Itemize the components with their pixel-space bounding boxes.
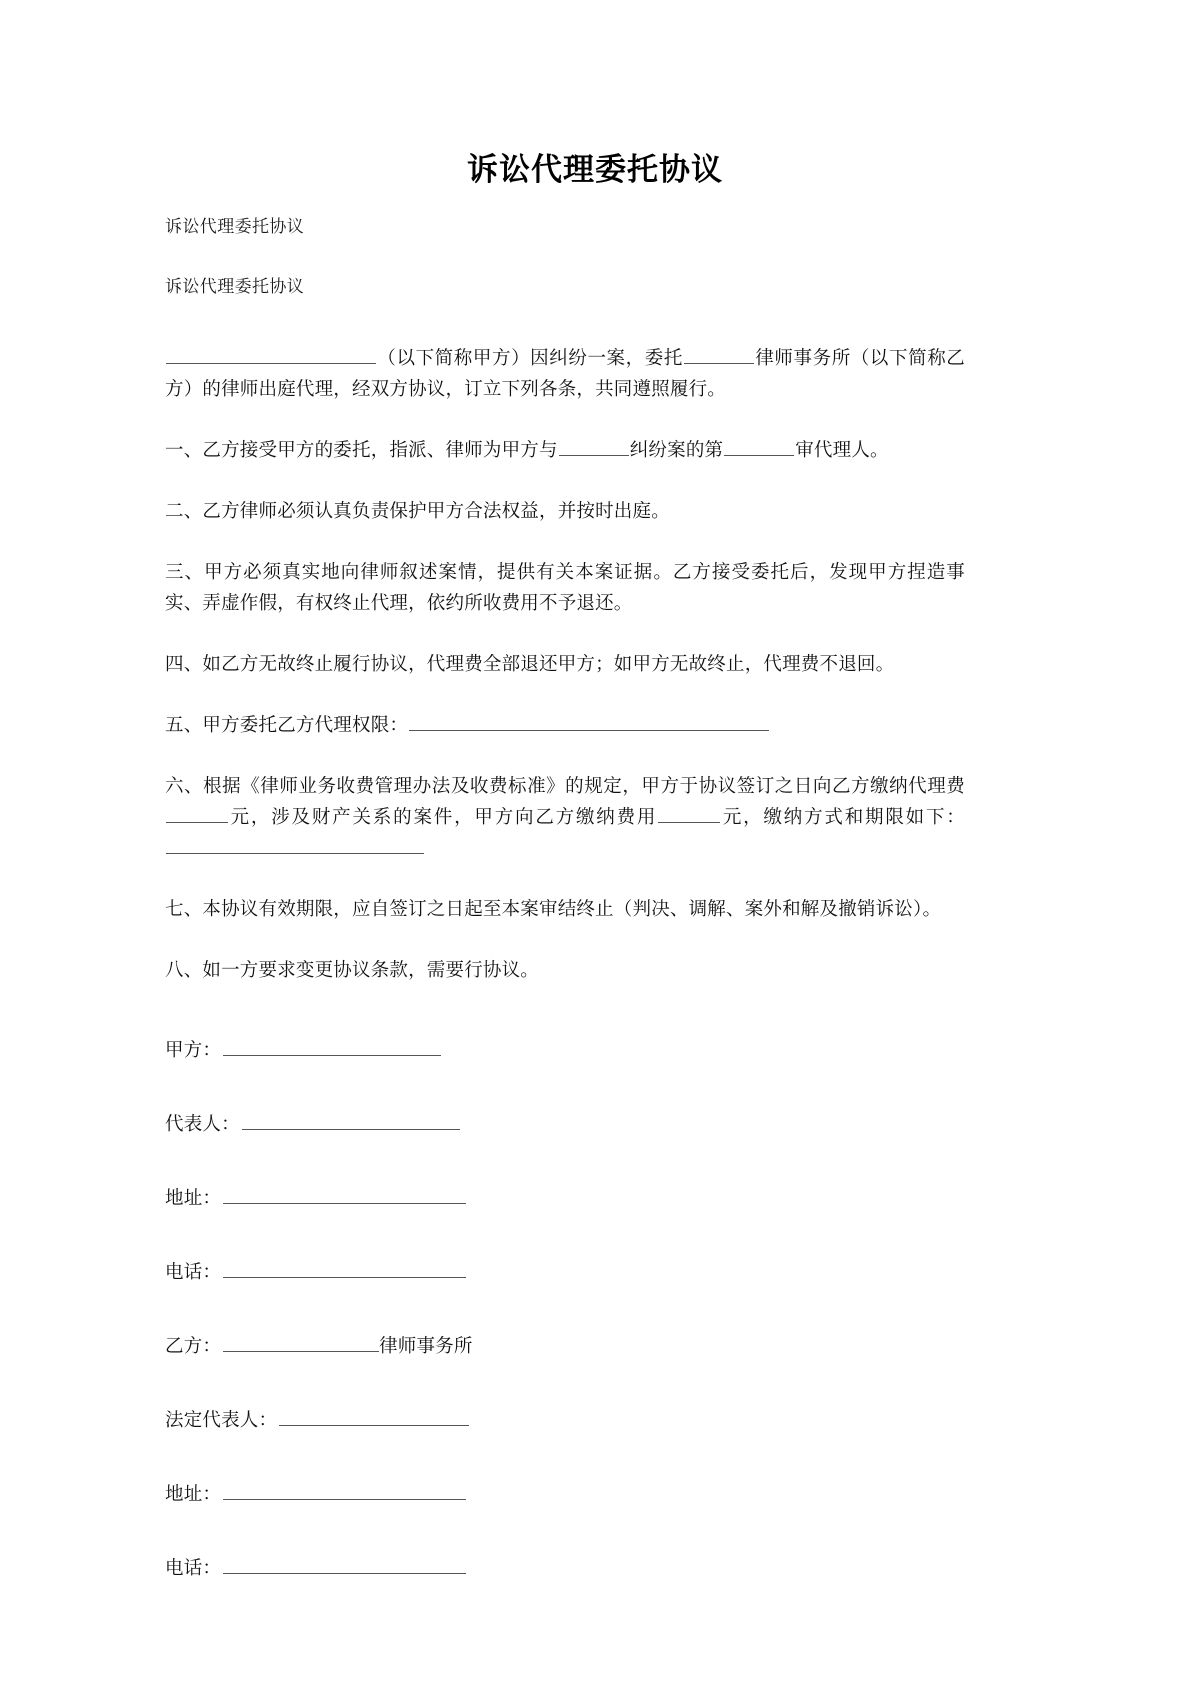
page-title: 诉讼代理委托协议	[467, 152, 723, 187]
clause-7-number: 七、	[165, 899, 203, 920]
clause-6-text-2: 元，涉及财产关系的案件，甲方向乙方缴纳费用	[229, 807, 658, 828]
label-party-a-address: 地址：	[165, 1188, 222, 1209]
blank-party-b-address[interactable]	[223, 1481, 466, 1500]
clause-5	[165, 711, 965, 742]
preamble-text-2: 律师事务所（以下简称乙方）的律师出庭代理，经双方协议，订立下列各条，共同遵照履行。	[165, 348, 965, 400]
label-party-b-address: 地址：	[165, 1484, 222, 1505]
blank-agency-fee[interactable]	[166, 804, 228, 823]
preamble-paragraph	[165, 344, 965, 406]
label-party-b-legal-representative: 法定代表人：	[165, 1410, 278, 1431]
signature-row-party-a-phone	[165, 1259, 1190, 1287]
signature-row-party-b-legal-representative	[165, 1407, 1190, 1435]
clause-3-number: 三、	[165, 562, 205, 583]
clause-1	[165, 436, 965, 467]
label-party-b: 乙方：	[165, 1336, 222, 1357]
clause-6-text-3: 元，缴纳方式和期限如下：	[721, 807, 966, 828]
blank-party-a-address[interactable]	[223, 1185, 466, 1204]
clause-5-text: 甲方委托乙方代理权限：	[202, 715, 409, 736]
document-body	[0, 344, 965, 987]
clause-6-number: 六、	[165, 776, 204, 797]
clause-6	[165, 772, 965, 865]
clause-2	[165, 497, 965, 528]
label-party-a-phone: 电话：	[165, 1262, 222, 1283]
clause-1-text-3: 审代理人。	[795, 440, 889, 461]
clause-1-number: 一、	[165, 440, 203, 461]
clause-3	[165, 558, 965, 620]
signature-row-party-b-address	[165, 1481, 1190, 1509]
clause-8-text: 如一方要求变更协议条款，需要行协议。	[202, 960, 540, 981]
clause-6-text-1: 根据《律师业务收费管理办法及收费标准》的规定，甲方于协议签订之日向乙方缴纳代理费	[203, 776, 965, 797]
blank-trial-instance[interactable]	[724, 437, 794, 456]
blank-agency-authority[interactable]	[409, 712, 769, 731]
label-party-a: 甲方：	[165, 1040, 222, 1061]
clause-1-text-1: 乙方接受甲方的委托，指派、律师为甲方与	[202, 440, 558, 461]
label-party-b-suffix: 律师事务所	[379, 1336, 473, 1357]
blank-party-a-signature[interactable]	[223, 1037, 441, 1056]
blank-property-fee[interactable]	[658, 804, 720, 823]
clause-7-text: 本协议有效期限，应自签订之日起至本案审结终止（判决、调解、案外和解及撤销诉讼）。	[202, 899, 942, 920]
blank-party-b-phone[interactable]	[223, 1555, 466, 1574]
subheading-line-1: 诉讼代理委托协议	[165, 216, 305, 236]
label-party-b-phone: 电话：	[165, 1558, 222, 1579]
clause-2-text: 乙方律师必须认真负责保护甲方合法权益，并按时出庭。	[202, 501, 670, 522]
label-party-a-representative: 代表人：	[165, 1114, 240, 1135]
clause-4	[165, 650, 965, 681]
clause-3-text: 甲方必须真实地向律师叙述案情，提供有关本案证据。乙方接受委托后，发现甲方捏造事实、弄虚作假，有权终止代理，依约所收费用不予退还。	[165, 562, 965, 614]
clause-4-number: 四、	[165, 654, 203, 675]
preamble-text-1: （以下简称甲方）因纠纷一案，委托	[377, 348, 683, 369]
clause-8	[165, 956, 965, 987]
clause-8-number: 八、	[165, 960, 203, 981]
clause-5-number: 五、	[165, 715, 203, 736]
blank-payment-terms[interactable]	[166, 835, 424, 854]
blank-dispute-case[interactable]	[559, 437, 629, 456]
blank-party-a-phone[interactable]	[223, 1259, 466, 1278]
clause-4-text: 如乙方无故终止履行协议，代理费全部退还甲方；如甲方无故终止，代理费不退回。	[202, 654, 895, 675]
clause-2-number: 二、	[165, 501, 203, 522]
signature-row-party-a-representative	[165, 1111, 1190, 1139]
blank-party-b-legal-representative[interactable]	[279, 1407, 469, 1426]
signature-row-party-a-address	[165, 1185, 1190, 1213]
signature-row-party-b-name	[165, 1333, 1190, 1361]
blank-party-b-firm-name[interactable]	[223, 1333, 379, 1352]
clause-1-text-2: 纠纷案的第	[629, 440, 724, 461]
blank-law-firm-name[interactable]	[684, 345, 754, 364]
subheading-line-2: 诉讼代理委托协议	[165, 277, 305, 297]
clause-7	[165, 895, 965, 926]
subheading-group	[0, 214, 1190, 300]
signature-block	[0, 1037, 1190, 1583]
blank-party-a-name[interactable]	[166, 345, 376, 364]
signature-row-party-b-phone	[165, 1555, 1190, 1583]
blank-party-a-representative[interactable]	[242, 1111, 460, 1130]
signature-row-party-a-name	[165, 1037, 1190, 1065]
